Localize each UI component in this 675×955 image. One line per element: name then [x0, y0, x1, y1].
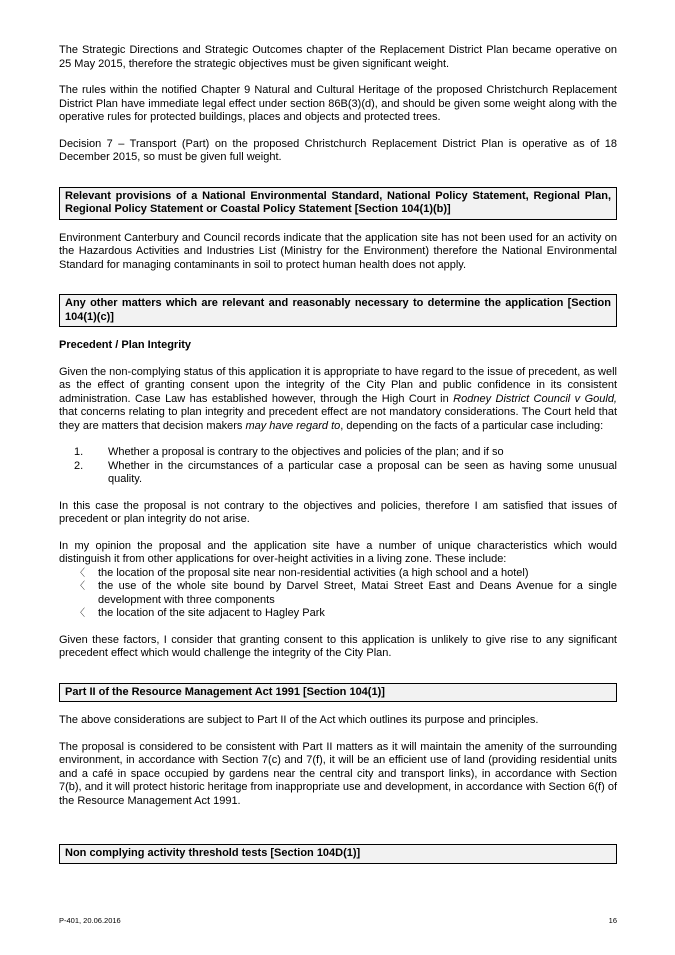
precedent-heading: Precedent / Plan Integrity [59, 339, 192, 351]
page-number: 16 [608, 916, 617, 925]
natural-cultural-heritage-paragraph: The rules within the notified Chapter 9 Natural and Cultural Heritage of the proposed Christchurch Replacement District Plan have immediate legal effect under section 86B(3)(d), and should be given some weight along with the operative rules for protected buildings, places and objects and protected trees. [59, 84, 617, 123]
bullet-list-item: 〈 the location of the site adjacent to Hagley Park [75, 607, 325, 619]
strategic-directions-paragraph: The Strategic Directions and Strategic Outcomes chapter of the Replacement District Plan became operative on 25 May 2015, therefore the strategic objectives must be given significant weight. [59, 44, 617, 70]
bullet-list-item: 〈 the use of the whole site bound by Darvel Street, Matai Street East and Deans Avenue for a single development with three components [75, 580, 617, 606]
bullet-list-item: 〈 the location of the proposal site near non-residential activities (a high school and a hotel) [75, 566, 529, 579]
precedent-conclusion-paragraph: In this case the proposal is not contrary to the objectives and policies, therefore I am satisfied that issues of precedent or plan integrity do not arise. [59, 499, 617, 525]
bullet-icon: 〈 [75, 581, 85, 592]
given-factors-paragraph: Given these factors, I consider that granting consent to this application is unlikely to give rise to any significant precedent effect which would challenge the integrity of the City Plan. [59, 633, 617, 659]
transport-decision-paragraph: Decision 7 – Transport (Part) on the proposed Christchurch Replacement District Plan is operative as of 18 December 2015, so must be given full weight. [59, 137, 617, 163]
bullet-icon: 〈 [75, 567, 85, 579]
section-box-threshold-tests: Non complying activity threshold tests [Section 104D(1)] [59, 844, 617, 864]
precedent-intro-paragraph: Given the non-complying status of this application it is appropriate to have regard to the issue of precedent, as well as the effect of granting consent upon the integrity of the City Plan and public confidence in its consistent administration. Case Law has established however, through the High Court in Rodney District Council v Gould, that concerns relating to plan integrity and precedent effect are not mandatory considerations. The Court held that they are matters that decision makers may have regard to, depending on the facts of a particular case including: [59, 365, 617, 432]
section-box-part-two: Part II of the Resource Management Act 1991 [Section 104(1)] [59, 683, 617, 703]
bullet-icon: 〈 [75, 608, 85, 619]
part-two-consistency-paragraph: The proposal is considered to be consistent with Part II matters as it will maintain the amenity of the surrounding environment, in accordance with Section 7(c) and 7(f), it will be an efficient use of land (providing residential units and a café in space occupied by gardens near the central city and transport links), in accordance with Section 7(b), and it will protect historic heritage from inappropriate use and development, in accordance with Section 6(f) of the Resource Management Act 1991. [59, 740, 617, 807]
numbered-list-item: 1. Whether a proposal is contrary to the objectives and policies of the plan; and if so [74, 446, 504, 458]
part-two-intro-paragraph: The above considerations are subject to Part II of the Act which outlines its purpose and principles. [59, 714, 539, 726]
section-box-national-standards: Relevant provisions of a National Environmental Standard, National Policy Statement, Regional Plan, Regional Policy Statement or Coastal Policy Statement [Section 104(1)(b)] [59, 187, 617, 220]
section-box-other-matters: Any other matters which are relevant and reasonably necessary to determine the application [Section 104(1)(c)] [59, 294, 617, 327]
document-page [59, 44, 617, 864]
page-footer [59, 916, 617, 925]
numbered-list-item: 2. Whether in the circumstances of a particular case a proposal can be seen as having some unusual quality. [74, 459, 617, 485]
unique-characteristics-paragraph: In my opinion the proposal and the application site have a number of unique characteristics which would distinguish it from other applications for over-height activities in a living zone. These include: [59, 539, 617, 565]
environment-canterbury-paragraph: Environment Canterbury and Council records indicate that the application site has not been used for an activity on the Hazardous Activities and Industries List (Ministry for the Environment) therefore the National Environmental Standard for managing contaminants in soil to protect human health does not apply. [59, 231, 617, 271]
document-reference: P-401, 20.06.2016 [59, 916, 121, 925]
